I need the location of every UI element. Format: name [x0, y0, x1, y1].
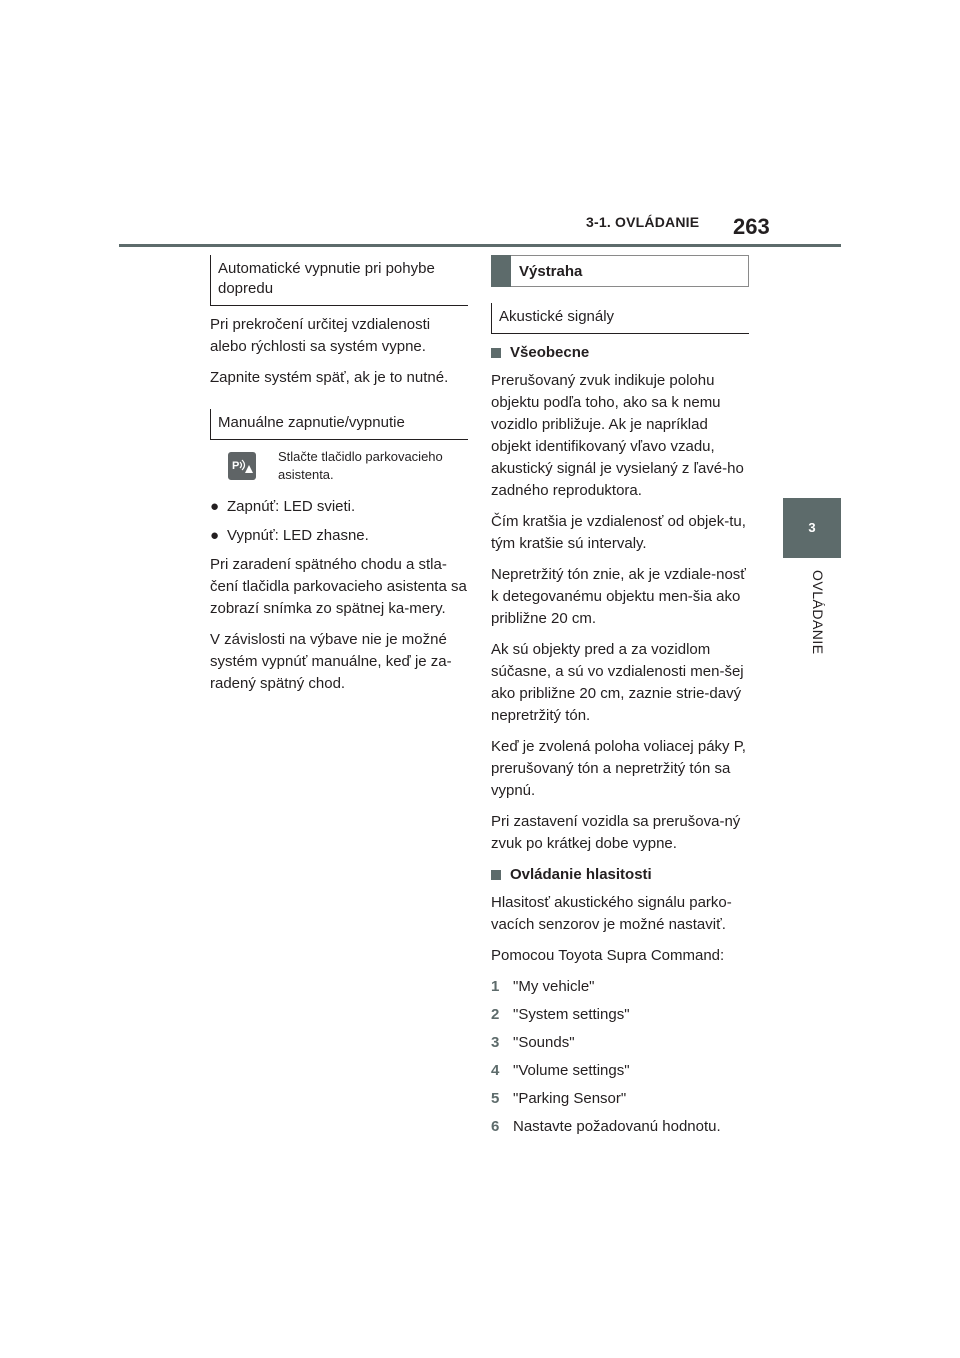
warning-label: Výstraha [519, 262, 583, 280]
paragraph: Pomocou Toyota Supra Command: [491, 947, 725, 964]
bullet-item: ● Zapnúť: LED svieti. [210, 498, 356, 515]
svg-text:P: P [232, 460, 240, 472]
step-item: 5 "Parking Sensor" [491, 1090, 627, 1107]
section-heading-general: Všeobecne [491, 342, 749, 364]
paragraph: Nepretržitý tón znie, ak je vzdiale-nosť k detegovanému objektu men-šia ako približne 20 cm. [491, 566, 746, 627]
paragraph: Pri zastavení vozidla sa prerušova-ný zvuk po krátkej dobe vypne. [491, 813, 741, 852]
subhead-acoustic: Akustické signály [491, 303, 749, 334]
warning-mark [491, 255, 511, 287]
parking-sensor-icon [228, 452, 256, 480]
paragraph: Prerušovaný zvuk indikuje polohu objektu podľa toho, ako sa k nemu vozidlo približuje. Ak je napríklad objekt identifikovaný vľavo vzadu, akustický signál je vysielaný z ľavé-ho zadného reproduktora. [491, 372, 744, 499]
warning-box [491, 255, 749, 287]
page-number: 263 [733, 214, 770, 239]
subhead-manual: Manuálne zapnutie/vypnutie [210, 409, 468, 440]
paragraph: Keď je zvolená poloha voliacej páky P, prerušovaný tón a nepretržitý tón sa vypnú. [491, 738, 746, 799]
chapter-side-label: OVLÁDANIE [810, 570, 826, 655]
chapter-tab: 3 [783, 498, 841, 558]
paragraph: Čím kratšia je vzdialenosť od objek-tu, tým kratšie sú intervaly. [491, 513, 746, 552]
square-bullet-icon [491, 348, 501, 358]
icon-row [228, 448, 468, 484]
step-item: 4 "Volume settings" [491, 1062, 630, 1079]
paragraph: Pri zaradení spätného chodu a stla-čení tlačidla parkovacieho asistenta sa zobrazí snímka zo spätnej ka-mery. [210, 556, 467, 617]
icon-caption: Stlačte tlačidlo parkovacieho asistenta. [278, 449, 443, 482]
step-item: 2 "System settings" [491, 1006, 630, 1023]
right-column [491, 255, 749, 1144]
paragraph: Hlasitosť akustického signálu parko-vacích senzorov je možné nastaviť. [491, 894, 732, 933]
paragraph: V závislosti na výbave nie je možné systém vypnúť manuálne, keď je za-radený spätný chod. [210, 631, 452, 692]
header-rule [119, 244, 841, 247]
square-bullet-icon [491, 870, 501, 880]
paragraph: Pri prekročení určitej vzdialenosti alebo rýchlosti sa systém vypne. [210, 316, 431, 355]
step-item: 1 "My vehicle" [491, 978, 595, 995]
step-item: 6 Nastavte požadovanú hodnotu. [491, 1118, 721, 1135]
step-item: 3 "Sounds" [491, 1034, 575, 1051]
left-column [210, 255, 468, 704]
paragraph: Zapnite systém späť, ak je to nutné. [210, 369, 449, 386]
section-title: 3-1. OVLÁDANIE [586, 214, 700, 230]
bullet-item: ● Vypnúť: LED zhasne. [210, 527, 369, 544]
paragraph: Ak sú objekty pred a za vozidlom súčasne, a sú vo vzdialenosti men-šej ako približne 20 cm, zaznie strie-davý nepretržitý tón. [491, 641, 744, 724]
subhead-auto-off: Automatické vypnutie pri pohybe dopredu [210, 255, 468, 306]
section-heading-volume: Ovládanie hlasitosti [491, 864, 749, 886]
